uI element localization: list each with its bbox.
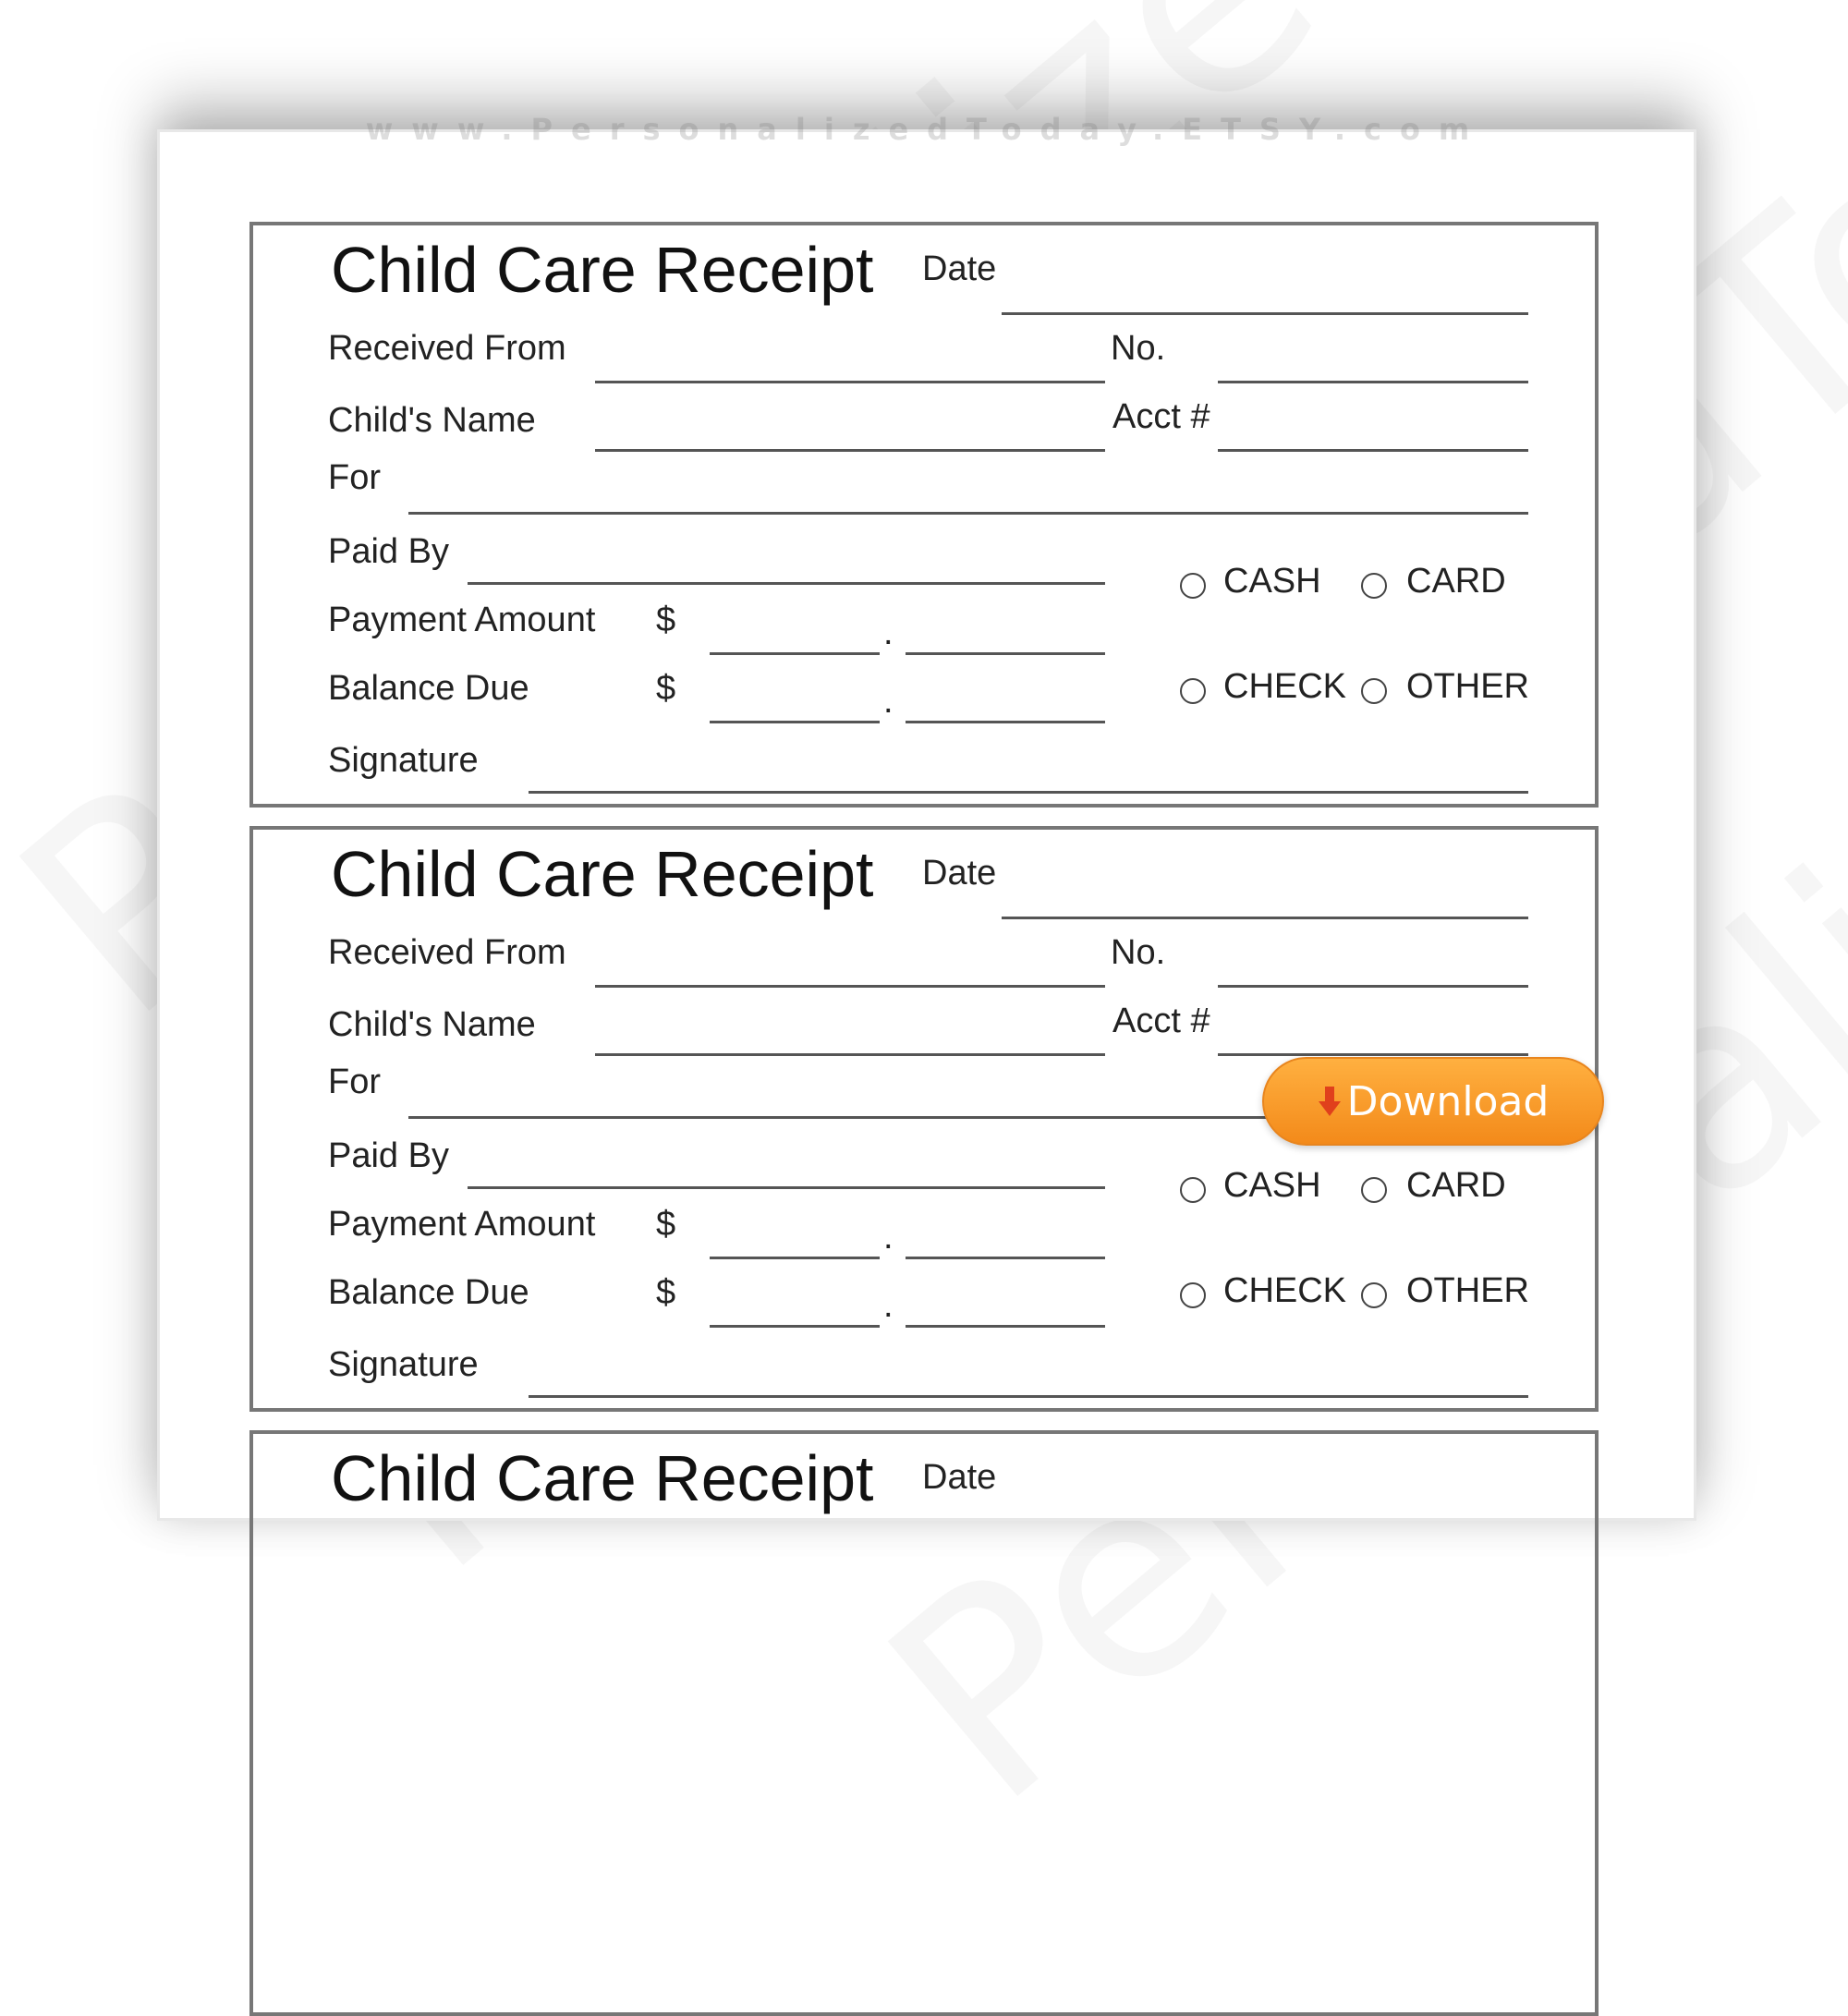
received-from-label: Received From	[328, 933, 566, 972]
no-label: No.	[1111, 329, 1166, 368]
date-label: Date	[922, 1458, 997, 1497]
card-label: CARD	[1406, 1166, 1506, 1205]
currency-symbol: $	[656, 601, 676, 639]
check-radio[interactable]	[1180, 1282, 1206, 1308]
check-radio[interactable]	[1180, 678, 1206, 704]
receipt-card	[249, 222, 1599, 808]
signature-line	[529, 1395, 1528, 1398]
receipt-card	[249, 1430, 1599, 2016]
check-label: CHECK	[1223, 1271, 1347, 1310]
received-from-line	[595, 985, 1105, 988]
cash-radio[interactable]	[1180, 573, 1206, 599]
balance-due-label: Balance Due	[328, 1273, 529, 1312]
card-label: CARD	[1406, 562, 1506, 601]
decimal-point: .	[883, 613, 894, 652]
no-line	[1218, 985, 1528, 988]
download-label: Download	[1346, 1077, 1550, 1125]
card-radio[interactable]	[1361, 573, 1387, 599]
balance-cents-line	[906, 721, 1105, 723]
paid-by-line	[468, 582, 1105, 585]
other-radio[interactable]	[1361, 678, 1387, 704]
receipt-title: Child Care Receipt	[331, 838, 874, 910]
payment-cents-line	[906, 652, 1105, 655]
other-label: OTHER	[1406, 1271, 1529, 1310]
signature-label: Signature	[328, 1345, 479, 1384]
payment-dollars-line	[710, 1257, 880, 1259]
payment-dollars-line	[710, 652, 880, 655]
cash-label: CASH	[1223, 1166, 1321, 1205]
signature-label: Signature	[328, 741, 479, 780]
card-radio[interactable]	[1361, 1177, 1387, 1203]
download-arrow-icon	[1318, 1085, 1342, 1118]
date-label: Date	[922, 854, 997, 893]
no-label: No.	[1111, 933, 1166, 972]
balance-dollars-line	[710, 721, 880, 723]
for-label: For	[328, 1063, 381, 1101]
acct-label: Acct #	[1112, 1002, 1210, 1040]
childs-name-line	[595, 1053, 1105, 1056]
currency-symbol: $	[656, 1273, 676, 1312]
balance-due-label: Balance Due	[328, 669, 529, 708]
cash-label: CASH	[1223, 562, 1321, 601]
payment-cents-line	[906, 1257, 1105, 1259]
decimal-point: .	[883, 1286, 894, 1325]
check-label: CHECK	[1223, 667, 1347, 706]
received-from-line	[595, 381, 1105, 383]
currency-symbol: $	[656, 669, 676, 708]
childs-name-label: Child's Name	[328, 1005, 536, 1044]
paid-by-line	[468, 1186, 1105, 1189]
paid-by-label: Paid By	[328, 532, 449, 571]
childs-name-line	[595, 449, 1105, 452]
receipt-title: Child Care Receipt	[331, 1442, 874, 1514]
decimal-point: .	[883, 1218, 894, 1257]
childs-name-label: Child's Name	[328, 401, 536, 440]
date-label: Date	[922, 249, 997, 288]
signature-line	[529, 791, 1528, 794]
acct-label: Acct #	[1112, 397, 1210, 436]
acct-line	[1218, 449, 1528, 452]
payment-amount-label: Payment Amount	[328, 1205, 596, 1244]
date-line	[1002, 312, 1528, 315]
cash-radio[interactable]	[1180, 1177, 1206, 1203]
site-banner: www.PersonalizedToday.ETSY.com	[365, 112, 1489, 147]
decimal-point: .	[883, 682, 894, 721]
balance-dollars-line	[710, 1325, 880, 1328]
payment-amount-label: Payment Amount	[328, 601, 596, 639]
paid-by-label: Paid By	[328, 1136, 449, 1175]
other-label: OTHER	[1406, 667, 1529, 706]
received-from-label: Received From	[328, 329, 566, 368]
for-label: For	[328, 458, 381, 497]
currency-symbol: $	[656, 1205, 676, 1244]
receipt-title: Child Care Receipt	[331, 234, 874, 306]
date-line	[1002, 917, 1528, 919]
balance-cents-line	[906, 1325, 1105, 1328]
no-line	[1218, 381, 1528, 383]
other-radio[interactable]	[1361, 1282, 1387, 1308]
acct-line	[1218, 1053, 1528, 1056]
download-button[interactable]	[1262, 1057, 1604, 1146]
for-line	[408, 512, 1528, 515]
